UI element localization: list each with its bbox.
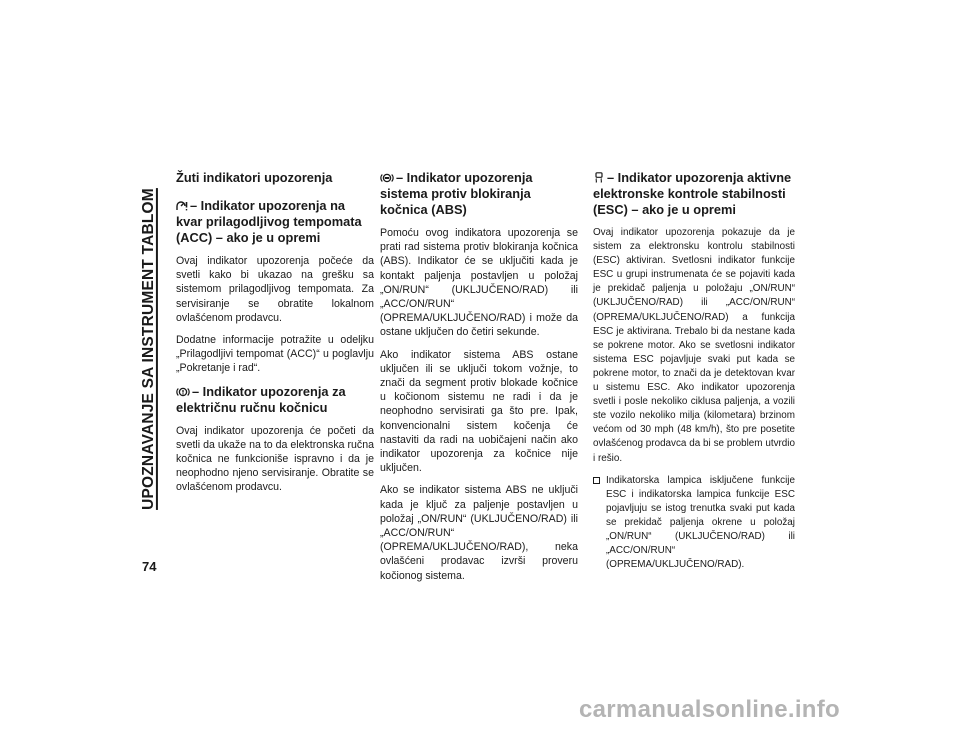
abs-paragraph-2: Ako indikator sistema ABS ostane uključen ili se uključi tokom vožnje, to znači da segment protiv blokade kočnice u kočionom sistemu ne radi i da je neophodno servisirati ga što pre. Ipak, konvencionalni sistem kočenja će nastaviti da radi na uobičajeni način ako indikator upozorenja za kočnice nije uključen. [380,348,578,475]
esc-paragraph-1: Ovaj indikator upozorenja pokazuje da je sistem za elektronsku kontrolu stabilnosti (ESC) aktiviran. Svetlosni indikator funkcije ESC u grupi instrumenata će se pojaviti kada je prekidač paljenja u položaju „ON/RUN“ (UKLJUČENO/RAD) ili „ACC/ON/RUN“ (OPREMA/UKLJUČENO/RAD) a funkcija ESC je aktivirana. Trebalo bi da nestane kada se pokrene motor. Ako se svetlosni indikator sistema ESC pojavljuje svaki put kada se pokrene motor, to znači da je detektovan kvar u sistemu ESC. Ako indikator upozorenja svetli i posle nekoliko ciklusa paljenja, a vozili ste vozilo nekoliko milja (kilometara) brzinom većom od 30 mph (48 km/h), što pre posetite ovlašćenog prodavca da bi se problem utvrdio i rešio. [593,227,795,464]
epb-heading-text: – Indikator upozorenja za električnu ručnu kočnicu [176,383,346,415]
epb-paragraph-1: Ovaj indikator upozorenja će početi da svetli da ukaže na to da elektronska ručna kočnica ne funkcioniše ispravno i da je neophodno njeno servisiranje. Obratite se ovlašćenom prodavcu. [176,424,374,494]
esc-skid-icon [593,172,605,183]
abs-paragraph-1: Pomoću ovog indikatora upozorenja se prati rad sistema protiv blokiranja kočnica (ABS). Indikator će se uključiti kada je kontakt paljenja postavljen u položaj „ON/RUN“ (UKLJUČENO/RAD) ili „ACC/ON/RUN“ (OPREMA/UKLJUČENO/RAD) i može da ostane uključen do četiri sekunde. [380,227,578,339]
acc-heading [176,198,374,246]
bullet-square-icon [593,477,600,484]
section-title: Žuti indikatori upozorenja [176,170,333,185]
abs-heading [380,170,578,218]
acc-heading-text: – Indikator upozorenja na kvar prilagodljivog tempomata (ACC) – ako je u opremi [176,198,362,245]
acc-paragraph-2: Dodatne informacije potražite u odeljku „Prilagodljivi tempomat (ACC)“ u poglavlju „Pokretanje i rad“. [176,334,374,375]
esc-heading-text: – Indikator upozorenja aktivne elektronske kontrole stabilnosti (ESC) – ako je u opremi [593,170,792,217]
side-chapter-title [132,172,166,525]
electric-park-brake-icon [176,387,190,397]
abs-heading-text: – Indikator upozorenja sistema protiv blokiranja kočnica (ABS) [380,170,533,217]
esc-bullet-text: Indikatorska lampica isključene funkcije ESC i indikatorska lampica funkcije ESC pojavljuju se istog trenutka svaki put kada se prekidač paljenja okrene u položaj „ON/RUN“ (UKLJUČENO/RAD) ili „ACC/ON/RUN“ (OPREMA/UKLJUČENO/RAD). [606,474,795,571]
esc-heading [593,170,795,218]
watermark: carmanualsonline.info [579,696,841,723]
abs-warning-icon [380,173,394,183]
esc-bullet-item [593,474,795,573]
side-chapter-title-text: UPOZNAVANJE SA INSTRUMENT TABLOM [140,187,158,510]
cruise-control-fault-icon [176,201,188,211]
column-2 [380,170,578,591]
epb-heading [176,384,374,416]
column-1 [176,170,374,503]
abs-paragraph-3: Ako se indikator sistema ABS ne uključi kada je ključ za paljenje postavljen u položaj „ON/RUN“ (UKLJUČENO/RAD) ili „ACC/ON/RUN“ (OPREMA/UKLJUČENO/RAD), neka ovlašćeni prodavac izvrši proveru kočionog sistema. [380,484,578,582]
column-3 [593,170,795,572]
acc-paragraph-1: Ovaj indikator upozorenja počeće da svetli kako bi ukazao na grešku sa sistemom prilagodljivog tempomata. Za servisiranje se obratite lokalnom ovlašćenom prodavcu. [176,255,374,324]
page-number: 74 [142,559,157,574]
